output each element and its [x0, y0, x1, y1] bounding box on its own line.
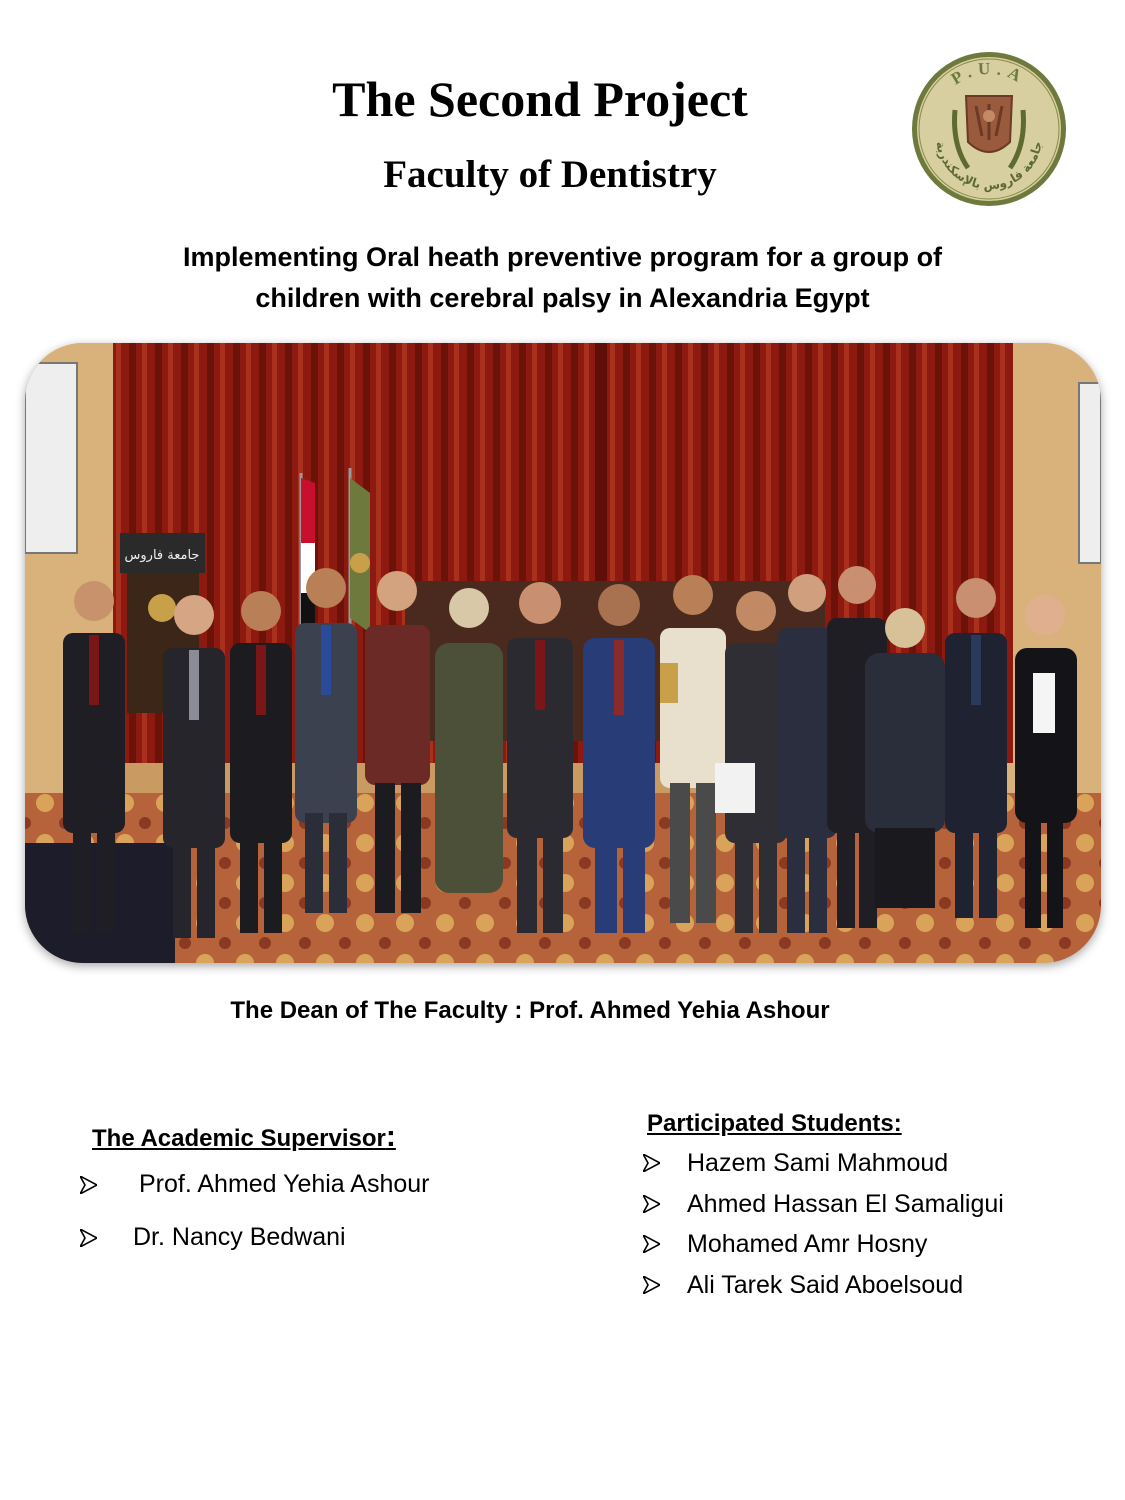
ceremony-photo-illustration — [25, 343, 1101, 963]
group-photo — [25, 343, 1101, 963]
supervisor-heading-text: The Academic Supervisor — [92, 1125, 386, 1152]
students-heading: Participated Students: — [647, 1110, 902, 1137]
arrow-bullet-icon — [80, 1176, 97, 1194]
svg-text:P.U.A: P.U.A — [947, 58, 1030, 89]
student-name: Mohamed Amr Hosny — [687, 1230, 928, 1258]
supervisor-heading-colon: : — [385, 1120, 396, 1153]
student-name: Ali Tarek Said Aboelsoud — [687, 1270, 964, 1299]
student-name: Hazem Sami Mahmoud — [687, 1149, 949, 1177]
arrow-bullet-icon — [643, 1276, 660, 1294]
arrow-bullet-icon — [643, 1195, 660, 1213]
svg-text:جامعة فاروس بالإسكندرية: جامعة فاروس بالإسكندرية — [933, 140, 1045, 193]
arrow-bullet-icon — [643, 1154, 660, 1172]
faculty-name: Faculty of Dentistry — [383, 153, 717, 196]
supervisor-heading — [92, 1120, 396, 1154]
arrow-bullet-icon — [643, 1235, 660, 1253]
arrow-bullet-icon — [80, 1229, 97, 1247]
dean-label: The Dean of The Faculty : Prof. Ahmed Yehia Ashour — [230, 997, 830, 1024]
university-seal-icon — [910, 50, 1068, 208]
svg-text:جامعة فاروس: جامعة فاروس — [124, 548, 200, 563]
student-name: Ahmed Hassan El Samaligui — [687, 1189, 1004, 1218]
page-title: The Second Project — [332, 71, 748, 127]
supervisor-name: Dr. Nancy Bedwani — [133, 1223, 346, 1251]
university-logo — [910, 50, 1068, 208]
project-description-line-2: children with cerebral palsy in Alexandria Egypt — [255, 283, 870, 313]
project-description — [90, 237, 1035, 319]
project-description-line-1: Implementing Oral heath preventive program for a group of — [182, 242, 943, 272]
supervisor-name: Prof. Ahmed Yehia Ashour — [139, 1170, 430, 1198]
